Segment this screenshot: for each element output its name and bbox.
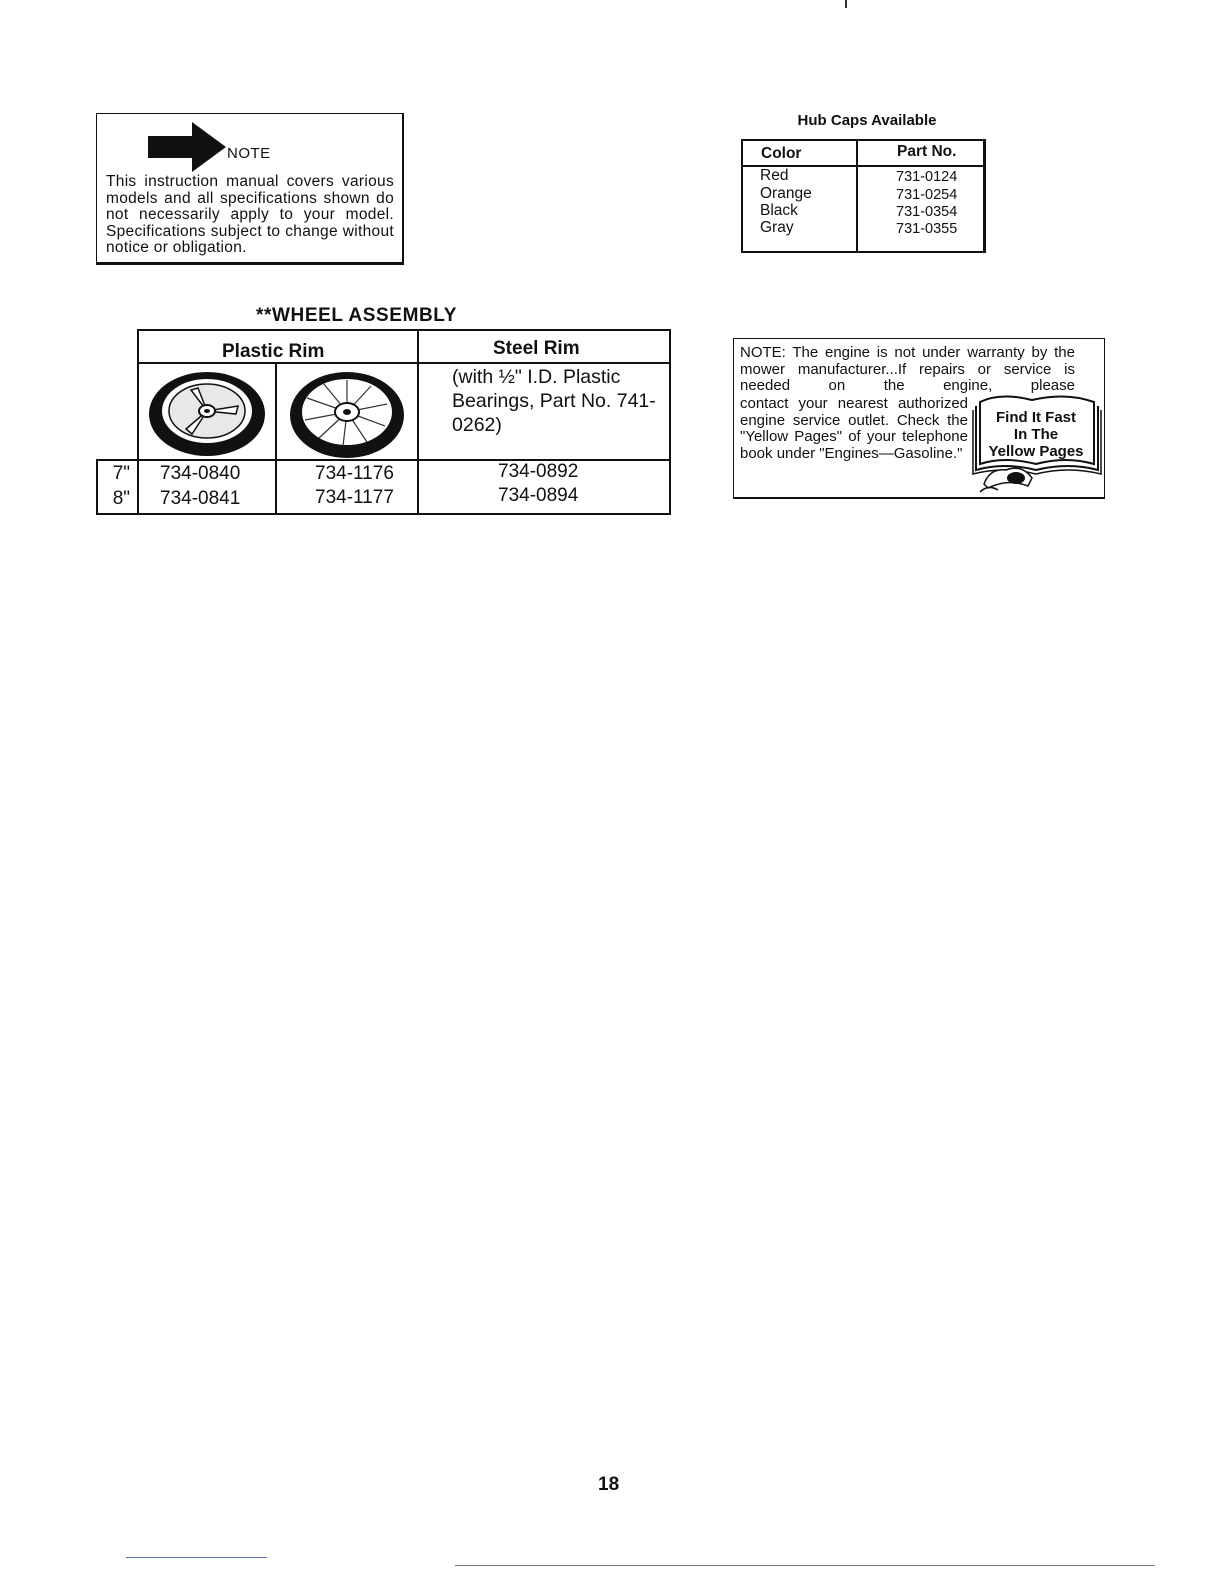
- page-number: 18: [598, 1474, 620, 1495]
- part-number: 734-0892: [498, 461, 579, 482]
- table-rule: [137, 362, 670, 364]
- footer-rule: [126, 1557, 267, 1558]
- part-number: 734-1177: [315, 487, 394, 508]
- hub-col-part: Part No.: [897, 143, 957, 160]
- part-number: 734-1176: [315, 463, 394, 484]
- table-rule: [137, 329, 139, 515]
- table-rule: [137, 329, 670, 331]
- steel-rim-note: (with ½" I.D. Plastic Bearings, Part No. 741-0262): [452, 366, 656, 436]
- table-rule: [96, 513, 671, 515]
- header-steel-rim: Steel Rim: [493, 338, 580, 359]
- yellow-pages-line: In The: [1013, 426, 1059, 443]
- part-number: 734-0841: [160, 488, 241, 509]
- hub-row-color: Orange: [760, 185, 812, 202]
- hub-row-color: Gray: [760, 219, 794, 236]
- note-text: This instruction manual covers various models and all specifications shown do not necessarily apply to your model. Specifications subject to change without notice or obligation.: [106, 173, 394, 256]
- engine-note-text: contact your nearest authorized engine service outlet. Check the "Yellow Pages" of your telephone book under "Engines—Gasoline.": [740, 395, 968, 463]
- engine-note-text: NOTE: The engine is not under warranty by the mower manufacturer...If repairs or service is needed on the engine, please: [740, 344, 1075, 395]
- wheel-assembly-title: **WHEEL ASSEMBLY: [256, 305, 458, 326]
- wheel-size: 7": [112, 463, 130, 484]
- scan-mark: [845, 0, 847, 8]
- table-divider: [856, 139, 858, 253]
- hub-caps-title: Hub Caps Available: [797, 112, 937, 129]
- footer-rule: [455, 1565, 1155, 1566]
- note-label: NOTE: [227, 145, 271, 162]
- part-number: 734-0894: [498, 485, 579, 506]
- part-number: 734-0840: [160, 463, 241, 484]
- arrow-right-icon: [148, 122, 228, 172]
- hub-row-color: Black: [760, 202, 798, 219]
- hub-row-part: 731-0354: [896, 204, 958, 220]
- hub-col-color: Color: [761, 145, 802, 162]
- hub-row-color: Red: [760, 167, 789, 184]
- table-rule: [417, 329, 419, 515]
- header-plastic-rim: Plastic Rim: [222, 341, 325, 362]
- yellow-pages-line: Find It Fast: [996, 409, 1076, 426]
- hub-row-part: 731-0355: [896, 221, 958, 237]
- table-rule: [275, 362, 277, 515]
- table-rule: [669, 329, 671, 515]
- spoked-wheel-image: [287, 368, 407, 460]
- yellow-pages-label: [983, 409, 1089, 460]
- plastic-wheel-image: [146, 368, 268, 458]
- hub-row-part: 731-0254: [896, 187, 958, 203]
- wheel-size: 8": [112, 488, 130, 509]
- table-rule: [96, 459, 98, 515]
- yellow-pages-line: Yellow Pages: [988, 443, 1084, 460]
- hub-row-part: 731-0124: [896, 169, 958, 185]
